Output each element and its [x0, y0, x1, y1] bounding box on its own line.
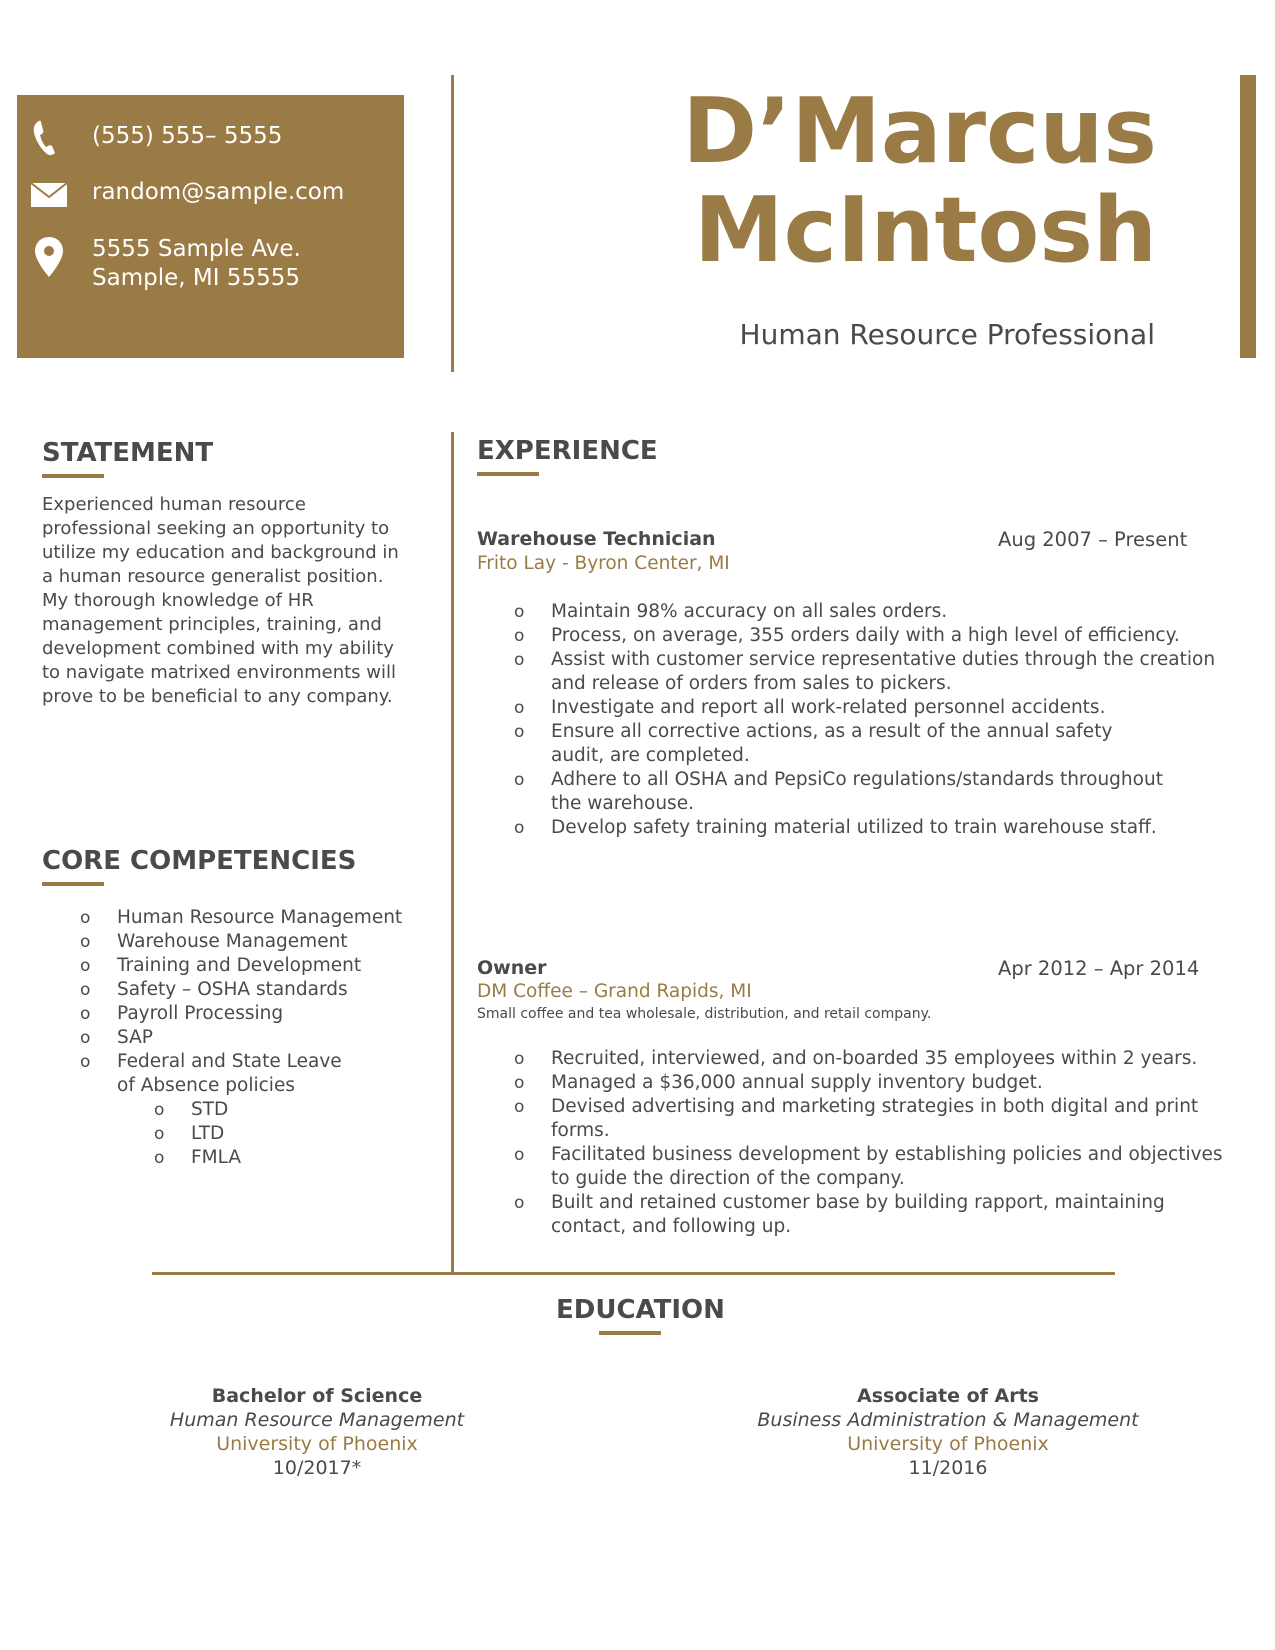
major: Human Resource Management — [169, 1409, 465, 1431]
list-item: o Recruited, interviewed, and on-boarded 35 employees within 2 years. — [514, 1048, 1198, 1069]
education-divider-line — [152, 1272, 1115, 1275]
job-description: Small coffee and tea wholesale, distribution, and retail company. — [477, 1006, 932, 1022]
last-name: McIntosh — [694, 178, 1157, 283]
school: University of Phoenix — [216, 1433, 418, 1455]
name-accent-bar — [1240, 75, 1256, 358]
list-item: o Facilitated business development by establishing policies and objectives to guide the direction of the company. — [514, 1144, 1223, 1189]
list-item: o Maintain 98% accuracy on all sales orders. — [514, 601, 948, 622]
competencies-heading — [42, 846, 356, 876]
email-address: random@sample.com — [92, 179, 345, 205]
statement-heading-text: STATEMENT — [42, 438, 214, 468]
column-divider-line — [451, 432, 454, 1275]
competencies-list — [80, 906, 420, 1170]
list-item: o SAP — [80, 1027, 153, 1048]
list-item: o Managed a $36,000 annual supply inventory budget. — [514, 1072, 1043, 1093]
first-name: D’Marcus — [682, 79, 1157, 184]
header-divider-line — [451, 75, 454, 372]
statement-text: Experienced human resource professional seeking an opportunity to utilize my education and background in a human resource generalist position. My thorough knowledge of HR management principles, training, and development combined with my ability to navigate matrixed environments will prove to be beneficial to any company. — [42, 494, 399, 707]
list-item: o Ensure all corrective actions, as a result of the annual safety audit, are completed. — [514, 721, 1113, 766]
degree: Bachelor of Science — [211, 1385, 423, 1407]
list-item: o Process, on average, 355 orders daily with a high level of efficiency. — [514, 625, 1180, 646]
list-item: o Built and retained customer base by building rapport, maintaining contact, and following up. — [514, 1192, 1165, 1237]
education-entry — [107, 1384, 527, 1480]
job-position: Warehouse Technician — [477, 528, 716, 550]
education-heading-text: EDUCATION — [556, 1295, 725, 1325]
education-heading — [556, 1295, 725, 1325]
statement-heading — [42, 438, 213, 468]
experience-heading-underline — [477, 472, 539, 476]
job-dates: Apr 2012 – Apr 2014 — [998, 957, 1200, 980]
major: Business Administration & Management — [757, 1409, 1139, 1431]
job-bullets — [514, 1047, 1234, 1239]
list-item: o Assist with customer service representative duties through the creation and release of orders from sales to pickers. — [514, 649, 1216, 694]
list-item: o Warehouse Management — [80, 931, 348, 952]
statement-heading-underline — [42, 474, 104, 478]
location-pin-icon — [29, 235, 69, 275]
graduation-date: 11/2016 — [908, 1457, 988, 1479]
education-heading-underline — [599, 1331, 661, 1335]
competencies-heading-text: CORE COMPETENCIES — [42, 846, 357, 876]
job-position: Owner — [477, 957, 547, 979]
list-item: o Develop safety training material utilized to train warehouse staff. — [514, 817, 1157, 838]
contact-box — [17, 95, 404, 358]
sub-list-item: o FMLA — [154, 1147, 241, 1168]
school: University of Phoenix — [847, 1433, 1049, 1455]
address-line-1: 5555 Sample Ave. — [92, 236, 301, 262]
job-company: Frito Lay - Byron Center, MI — [477, 553, 730, 574]
sub-list-item: o STD — [154, 1099, 229, 1120]
degree: Associate of Arts — [857, 1385, 1039, 1407]
phone-icon — [29, 117, 69, 157]
education-entry — [738, 1384, 1158, 1480]
list-item: o Safety – OSHA standards — [80, 979, 348, 1000]
list-item: o Adhere to all OSHA and PepsiCo regulations/standards throughout the warehouse. — [514, 769, 1163, 814]
list-item: o Payroll Processing — [80, 1003, 284, 1024]
list-item: o Human Resource Management — [80, 907, 403, 928]
experience-heading — [477, 436, 658, 466]
job-dates: Aug 2007 – Present — [998, 528, 1188, 551]
experience-heading-text: EXPERIENCE — [477, 436, 658, 466]
list-item: o Investigate and report all work-related personnel accidents. — [514, 697, 1106, 718]
competencies-heading-underline — [42, 882, 104, 886]
professional-title: Human Resource Professional — [739, 318, 1155, 351]
list-item: o Devised advertising and marketing strategies in both digital and print forms. — [514, 1096, 1199, 1141]
sub-list-item: o LTD — [154, 1123, 225, 1144]
list-item: o Federal and State Leave of Absence policies — [80, 1051, 342, 1096]
address-line-2: Sample, MI 55555 — [92, 265, 300, 291]
envelope-icon — [29, 173, 69, 213]
phone-number: (555) 555– 5555 — [92, 123, 283, 149]
graduation-date: 10/2017* — [272, 1457, 362, 1479]
job-bullets — [514, 600, 1234, 840]
job-company: DM Coffee – Grand Rapids, MI — [477, 981, 752, 1002]
list-item: o Training and Development — [80, 955, 362, 976]
